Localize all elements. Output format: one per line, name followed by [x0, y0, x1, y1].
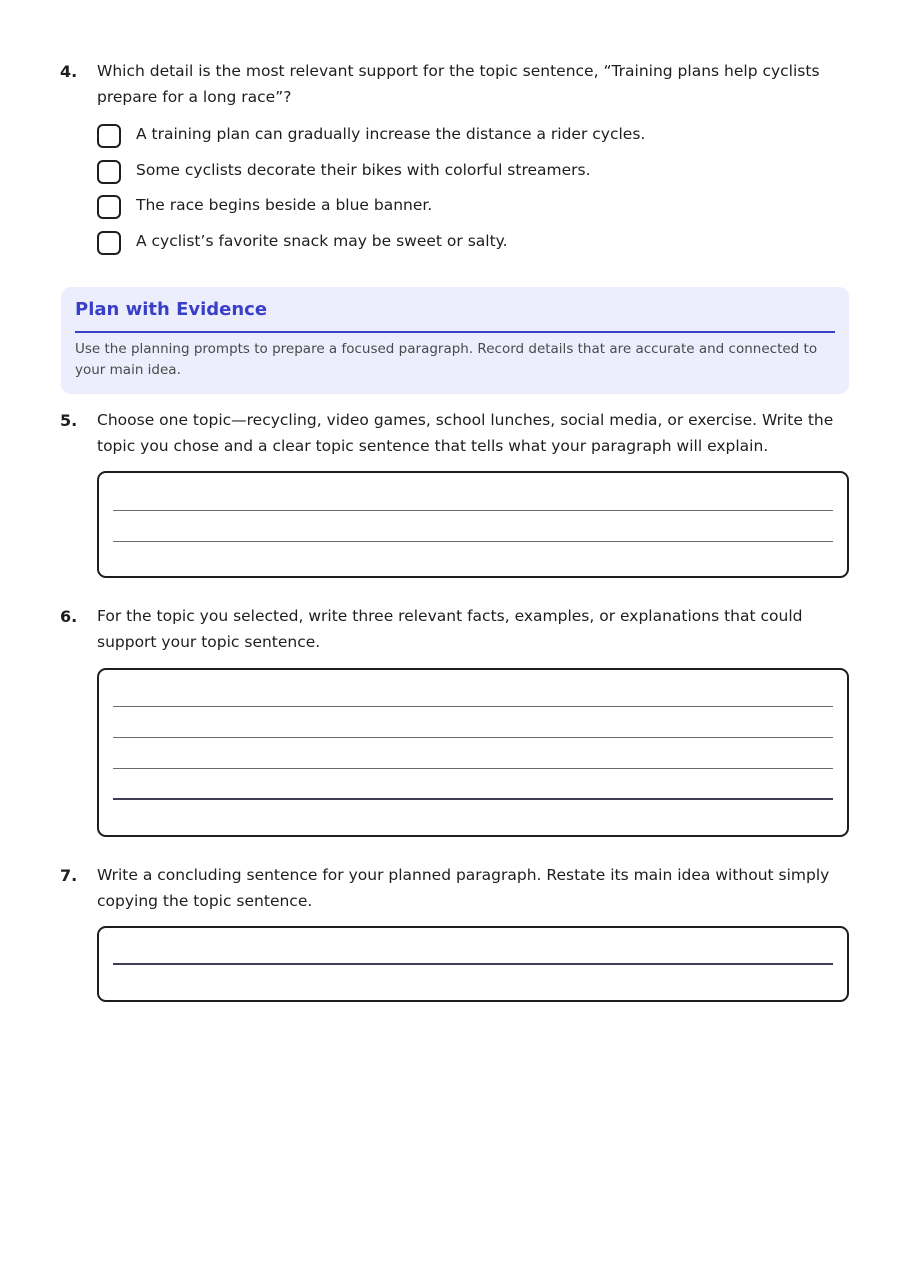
question-text: Choose one topic—recycling, video games, school lunches, social media, or exercise. Write the topic you chose and a clear topic sentence that tells what your paragraph will explain.	[97, 411, 834, 455]
checkbox[interactable]	[97, 195, 121, 219]
question-number: 6.	[60, 607, 78, 626]
option-label: Some cyclists decorate their bikes with colorful streamers.	[136, 160, 591, 179]
answer-box-7[interactable]	[97, 926, 849, 1002]
question-7	[60, 863, 850, 914]
writing-line	[113, 963, 833, 965]
question-text: Write a concluding sentence for your planned paragraph. Restate its main idea without simply copying the topic sentence.	[97, 866, 830, 910]
checkbox[interactable]	[97, 124, 121, 148]
writing-line	[113, 510, 833, 511]
callout-text: Use the planning prompts to prepare a focused paragraph. Record details that are accurate and connected to your main idea.	[75, 341, 818, 378]
question-number: 5.	[60, 411, 78, 430]
writing-line	[113, 737, 833, 738]
plan-callout	[61, 287, 849, 394]
answer-box-5[interactable]	[97, 471, 849, 578]
question-number: 4.	[60, 62, 78, 81]
question-text: For the topic you selected, write three relevant facts, examples, or explanations that could support your topic sentence.	[97, 607, 803, 651]
callout-divider	[75, 331, 835, 333]
question-4	[60, 59, 850, 110]
writing-line	[113, 768, 833, 769]
checkbox[interactable]	[97, 160, 121, 184]
checkbox[interactable]	[97, 231, 121, 255]
option-label: A cyclist’s favorite snack may be sweet or salty.	[136, 231, 508, 250]
writing-line	[113, 541, 833, 542]
option-label: A training plan can gradually increase the distance a rider cycles.	[136, 125, 646, 143]
writing-line	[113, 706, 833, 707]
writing-line	[113, 798, 833, 800]
option-label: The race begins beside a blue banner.	[136, 196, 433, 214]
question-5	[60, 408, 850, 459]
question-number: 7.	[60, 866, 78, 885]
question-6	[60, 604, 850, 655]
question-text: Which detail is the most relevant support for the topic sentence, “Training plans help cyclists prepare for a long race”?	[97, 62, 820, 106]
answer-box-6[interactable]	[97, 668, 849, 837]
callout-title: Plan with Evidence	[75, 299, 268, 320]
